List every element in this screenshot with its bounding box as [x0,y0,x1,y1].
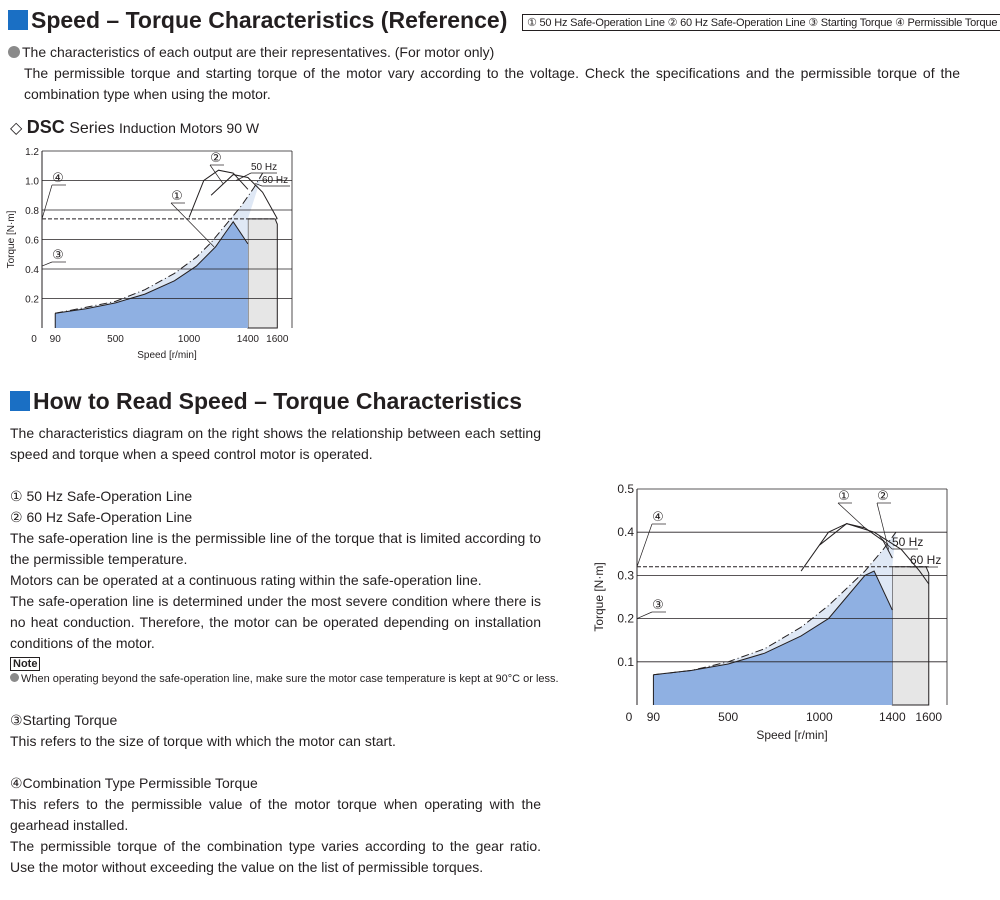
section-1-title: Speed – Torque Characteristics (Reference) [8,7,507,34]
bullet-icon [10,673,19,682]
item-3-title: ③Starting Torque [10,712,118,728]
y-tick-label: 0.3 [617,568,634,583]
series-desc: Induction Motors 90 W [119,120,260,136]
x-tick-label: 0 [31,334,37,345]
bullet-icon [8,46,20,58]
safe-operation-text [10,528,541,654]
x-tick-label: 1400 [878,710,906,724]
y-tick-label: 1.2 [25,147,39,158]
y-tick-label: 0.2 [617,611,634,626]
y-tick-label: 0.4 [25,265,39,276]
callout-2: ② [877,488,889,503]
callout-1: ① [838,488,850,503]
region-over-1400 [248,219,277,328]
callout-3: ③ [52,247,64,262]
item-2-title: ② 60 Hz Safe-Operation Line [10,509,193,525]
x-tick-label: 90 [49,334,61,345]
legend-box: ① 50 Hz Safe-Operation Line ② 60 Hz Safe-Operation Line ③ Starting Torque ④ Permissible Torque [522,14,1000,31]
x-tick-label: 500 [107,334,124,345]
diamond-icon: ◇ [10,120,23,137]
label-50hz: 50 Hz [892,535,924,549]
region-over-1400 [892,567,928,705]
series-name: DSC [26,117,65,137]
callout-2-leader [877,503,889,549]
callout-3-leader [42,262,52,266]
blue-square-icon [10,391,30,411]
y-tick-label: 0.4 [617,525,634,540]
item-4-title: ④Combination Type Permissible Torque [10,775,258,791]
speed-torque-chart-dsc-90w [0,140,320,365]
x-tick-label: 500 [718,710,739,724]
x-tick-label: 1600 [266,334,289,345]
callout-4-leader [42,185,52,219]
label-60hz: 60 Hz [910,553,942,567]
blue-square-icon [8,10,28,30]
y-axis-title: Torque [N·m] [592,562,606,632]
x-tick-label: 90 [646,710,661,724]
section-1-body: The permissible torque and starting torque of the motor vary according to the voltage. Check the specifications and the permissible torque of the combination type when using the motor. [24,65,960,102]
intro-text: The characteristics diagram on the right shows the relationship between each setting speed and torque when a speed control motor is operated. [10,425,541,462]
label-50hz: 50 Hz [251,162,278,173]
y-tick-label: 0.6 [25,235,39,247]
safe-operation-para-3: The safe-operation line is determined under the most severe condition where there is no heat conduction. Therefore, the motor can be operated depending on installation conditions of the motor. [10,593,541,651]
item-4-para-1: This refers to the permissible value of the motor torque when operating with the gearhead installed. [10,796,541,833]
label-50hz-leader [236,173,251,181]
y-tick-label: 0.8 [25,206,39,217]
x-axis-title: Speed [r/min] [137,350,197,361]
callout-3-leader [637,612,652,619]
x-tick-label: 1000 [806,710,833,724]
callout-1-leader [838,503,865,528]
x-tick-label: 1000 [177,334,201,345]
x-tick-label: 1400 [236,334,260,345]
safe-operation-para-1: The safe-operation line is the permissible line of the torque that is limited according to the permissible temperature. [10,530,541,567]
callout-3: ③ [652,597,664,612]
label-60hz: 60 Hz [262,175,289,186]
y-tick-label: 0.5 [617,482,634,496]
y-tick-label: 0.2 [25,294,39,306]
series-heading [10,117,259,138]
x-axis-title: Speed [r/min] [756,728,828,742]
note-text: When operating beyond the safe-operation line, make sure the motor case temperature is kept at 90°C or less. [10,673,559,685]
item-4-para-2: The permissible torque of the combination type varies according to the gear ratio. Use the motor without exceeding the value on the list of permissible torques. [10,838,541,875]
x-tick-label: 1600 [915,710,943,724]
safe-operation-para-2: Motors can be operated at a continuous rating within the safe-operation line. [10,572,482,588]
callout-4: ④ [52,170,64,185]
y-axis-title: Torque [N·m] [6,210,17,269]
item-4-body [10,794,541,878]
series-word: Series [69,120,115,137]
y-tick-label: 0.1 [617,654,634,669]
callout-2: ② [210,150,222,165]
section-2-title: How to Read Speed – Torque Characteristics [10,388,522,415]
speed-torque-explanation-chart [590,475,960,750]
y-tick-label: 1.0 [25,176,39,188]
callout-1: ① [171,188,183,203]
item-3-body: This refers to the size of torque with which the motor can start. [10,733,396,749]
note-badge: Note [10,654,40,672]
section-1-bullet: The characteristics of each output are their representatives. (For motor only) [8,42,968,63]
callout-4: ④ [652,509,664,524]
callout-4-leader [637,524,652,567]
region-50hz-safe [653,571,892,705]
x-tick-label: 0 [625,710,633,724]
item-1-title: ① 50 Hz Safe-Operation Line [10,488,193,504]
